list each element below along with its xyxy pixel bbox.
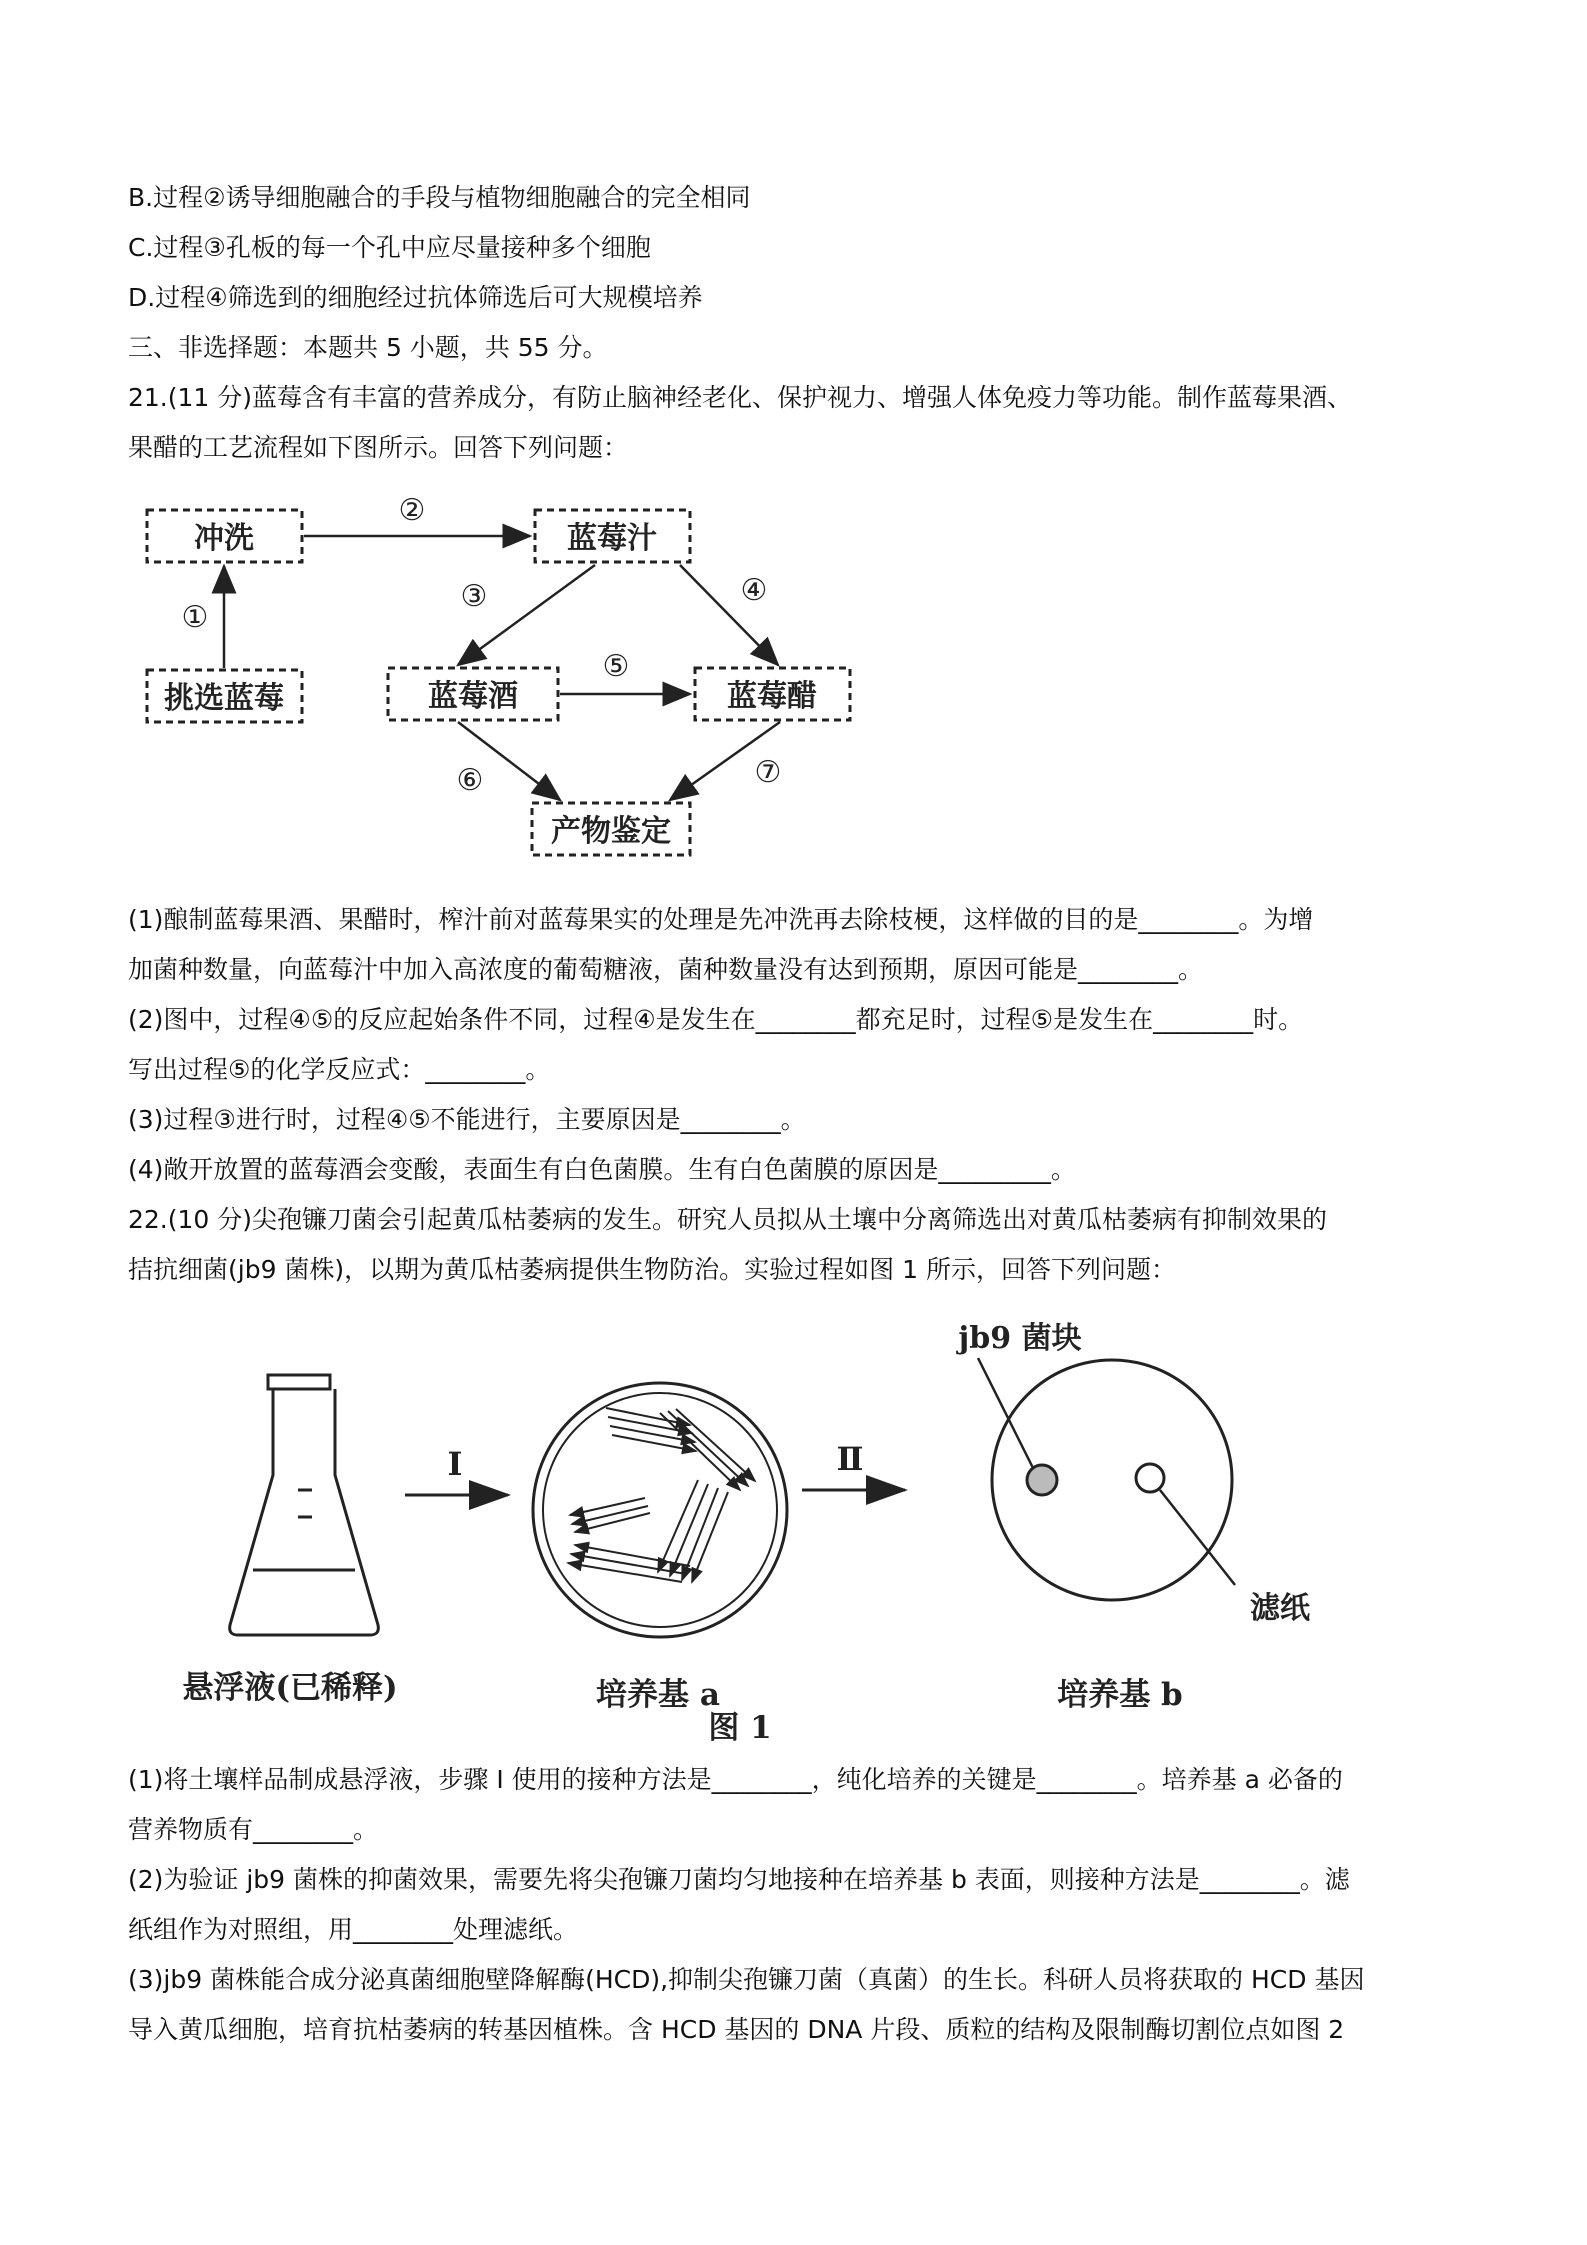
flask-label: 悬浮液(已稀释): [182, 1670, 398, 1706]
step-1: ①: [181, 600, 209, 635]
q22-part2-line1: (2)为验证 jb9 菌株的抑菌效果，需要先将尖孢镰刀菌均匀地接种在培养基 b 表面，则接种方法是________。滤: [128, 1865, 1350, 1894]
jb9-colony: [1027, 1465, 1057, 1495]
step-i-label: I: [447, 1445, 463, 1483]
option-c: C.过程③孔板的每一个孔中应尽量接种多个细胞: [128, 233, 651, 262]
step-2: ②: [398, 493, 426, 528]
plate-a-label: 培养基 a: [596, 1677, 720, 1713]
select-label: 挑选蓝莓: [164, 681, 284, 716]
q22-part1-line1: (1)将土壤样品制成悬浮液，步骤 I 使用的接种方法是________，纯化培养的关键是________。培养基 a 必备的: [128, 1765, 1343, 1794]
q21-part2-line1: (2)图中，过程④⑤的反应起始条件不同，过程④是发生在________都充足时，过程⑤是发生在________时。: [128, 1005, 1304, 1034]
option-b: B.过程②诱导细胞融合的手段与植物细胞融合的完全相同: [128, 183, 751, 212]
wine-label: 蓝莓酒: [428, 679, 518, 714]
q22-part3-line2: 导入黄瓜细胞，培育抗枯萎病的转基因植株。含 HCD 基因的 DNA 片段、质粒的结构及限制酶切割位点如图 2: [128, 2015, 1345, 2044]
q22-part2-line2: 纸组作为对照组，用________处理滤纸。: [128, 1915, 579, 1944]
step-4: ④: [740, 573, 768, 608]
filter-label: 滤纸: [1250, 1591, 1310, 1626]
figure-1-caption: 图 1: [708, 1710, 772, 1746]
q21-stem-line2: 果醋的工艺流程如下图所示。回答下列问题：: [128, 433, 629, 462]
filter-paper: [1136, 1464, 1164, 1492]
step-7: ⑦: [754, 755, 782, 790]
q22-stem-line1: 22.(10 分)尖孢镰刀菌会引起黄瓜枯萎病的发生。研究人员拟从土壤中分离筛选出对黄瓜枯萎病有抑制效果的: [128, 1205, 1328, 1234]
step-5: ⑤: [602, 649, 630, 684]
q21-part1-line2: 加菌种数量，向蓝莓汁中加入高浓度的葡萄糖液，菌种数量没有达到预期，原因可能是________。: [128, 955, 1204, 984]
q21-part1-line1: (1)酿制蓝莓果酒、果醋时，榨汁前对蓝莓果实的处理是先冲洗再去除枝梗，这样做的目的是________。为增: [128, 905, 1314, 934]
juice-label: 蓝莓汁: [567, 521, 657, 556]
plate-a: [533, 1383, 787, 1637]
q22-figure-1: [130, 1300, 1380, 1755]
option-d: D.过程④筛选到的细胞经过抗体筛选后可大规模培养: [128, 283, 703, 312]
product-label: 产物鉴定: [551, 814, 671, 849]
section-heading: 三、非选择题：本题共 5 小题，共 55 分。: [128, 333, 608, 362]
q21-part4: (4)敞开放置的蓝莓酒会变酸，表面生有白色菌膜。生有白色菌膜的原因是_________。: [128, 1155, 1076, 1184]
flask-icon: [230, 1375, 379, 1635]
q21-flowchart: [140, 490, 880, 875]
q21-part2-line2: 写出过程⑤的化学反应式：________。: [128, 1055, 551, 1084]
wash-label: 冲洗: [194, 521, 254, 556]
step-3: ③: [460, 579, 488, 614]
plate-b: [978, 1358, 1235, 1600]
step-ii-label: Ⅱ: [836, 1440, 864, 1478]
vinegar-label: 蓝莓醋: [727, 679, 817, 714]
plate-b-label: 培养基 b: [1057, 1677, 1183, 1713]
step-6: ⑥: [456, 763, 484, 798]
q21-part3: (3)过程③进行时，过程④⑤不能进行，主要原因是________。: [128, 1105, 806, 1134]
q22-part1-line2: 营养物质有________。: [128, 1815, 379, 1844]
q22-part3-line1: (3)jb9 菌株能合成分泌真菌细胞壁降解酶(HCD),抑制尖孢镰刀菌（真菌）的生长。科研人员将获取的 HCD 基因: [128, 1965, 1365, 1994]
q22-stem-line2: 拮抗细菌(jb9 菌株)，以期为黄瓜枯萎病提供生物防治。实验过程如图 1 所示，回答下列问题：: [128, 1255, 1176, 1284]
jb9-label: jb9 菌块: [958, 1321, 1082, 1356]
q21-stem-line1: 21.(11 分)蓝莓含有丰富的营养成分，有防止脑神经老化、保护视力、增强人体免疫力等功能。制作蓝莓果酒、: [128, 383, 1353, 412]
